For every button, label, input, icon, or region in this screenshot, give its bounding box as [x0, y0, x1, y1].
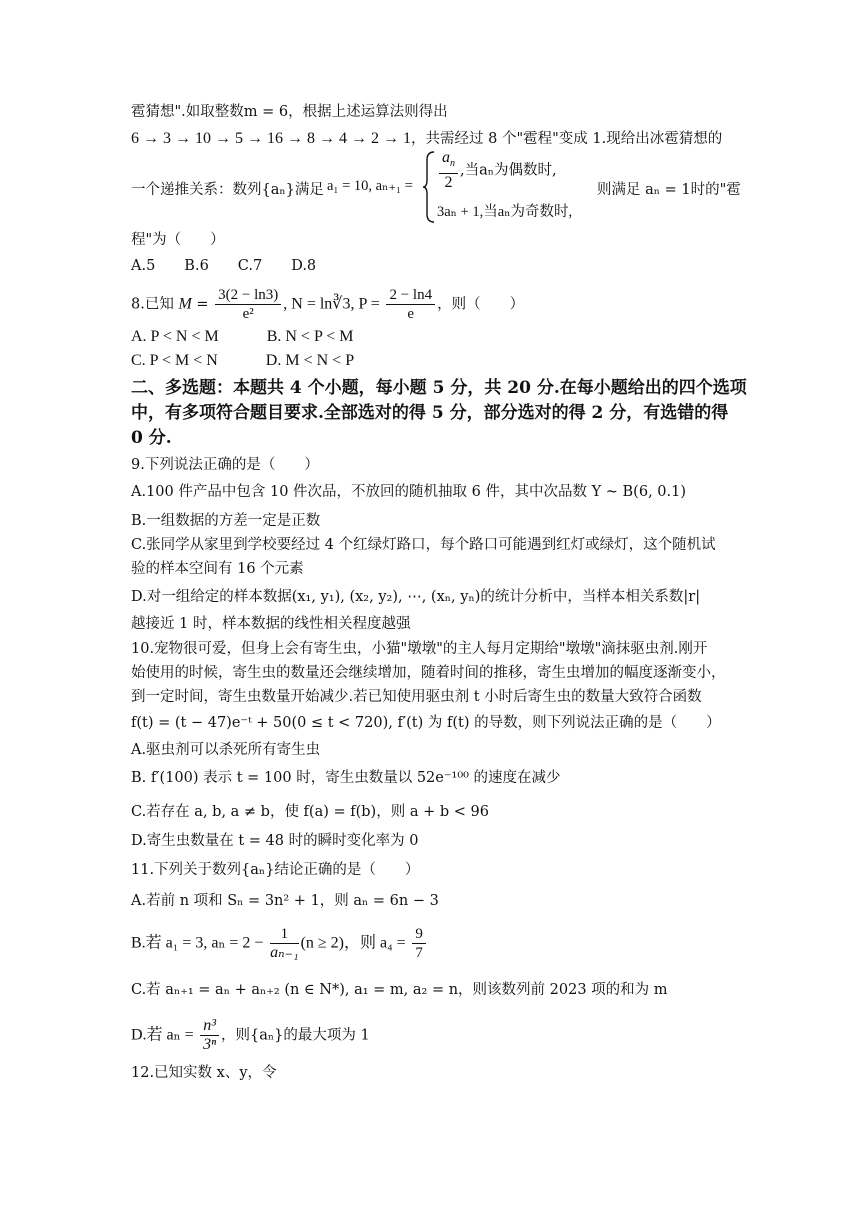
section-heading: 二、多选题：本题共 4 个小题，每小题 5 分，共 20 分.在每小题给出的四个选项	[131, 378, 747, 398]
recurrence-condition: a₁ = 10, aₙ₊₁ =	[327, 178, 413, 194]
section-heading: 0 分.	[131, 428, 172, 448]
option-11d: D.若 aₙ = $\frac{\text{n³}}{\text{3ⁿ}}$ ，则{aₙ}的最大项为 1	[131, 1017, 370, 1053]
option-9b: B.一组数据的方差一定是正数	[131, 513, 321, 529]
question-8: 8.已知 M = $\frac{3(2 - \ln 3)}{\text{e²}}$ , N = ln∛3, P = $\frac{2 - \ln 4}{e}$ ，则（ ）	[131, 287, 525, 322]
text-line	[131, 129, 722, 149]
question-10: 10.宠物很可爱，但身上会有寄生虫，小猫"墩墩"的主人每月定期给"墩墩"滴抹驱虫剂.刚开	[131, 641, 708, 657]
option-11a: A.若前 n 项和 Sₙ = 3n² + 1，则 aₙ = 6n − 3	[131, 893, 439, 909]
text-line: 雹猜想".如取整数m = 6，根据上述运算法则得出	[131, 104, 448, 120]
option-10b: B. f′(100) 表示 t = 100 时，寄生虫数量以 52e⁻¹⁰⁰ 的速度在减少	[131, 770, 561, 786]
text-fragment: 则满足 aₙ = 1时的"雹	[597, 182, 741, 198]
option-11c: C.若 aₙ₊₁ = aₙ + aₙ₊₂ (n ∈ N*), a₁ = m, a₂ = n，则该数列前 2023 项的和为 m	[131, 982, 668, 998]
question-7-options: A.5 B.6 C.7 D.8	[131, 258, 317, 274]
section-heading: 中，有多项符合题目要求.全部选对的得 5 分，部分选对的得 2 分，有选错的得	[131, 403, 729, 423]
option-9d: D.对一组给定的样本数据(x₁, y₁), (x₂, y₂), ⋯, (xₙ, yₙ)的统计分析中，当样本相关系数|r|	[131, 589, 701, 605]
text-fragment: 一个递推关系：数列{aₙ}满足	[131, 182, 324, 198]
question-9: 9.下列说法正确的是（ ）	[131, 457, 319, 473]
question-10-cont: 到一定时间，寄生虫数量开始减少.若已知使用驱虫剂 t 小时后寄生虫的数量大致符合函数	[131, 689, 702, 705]
case-even: $\frac{a_n}{2}$ ,当aₙ为偶数时,	[437, 149, 557, 192]
brace-icon	[422, 150, 436, 224]
text-fragment: ，共需经过 8 个"雹程"变成 1.现给出冰雹猜想的	[411, 131, 723, 147]
option-10c: C.若存在 a, b, a ≠ b，使 f(a) = f(b)，则 a + b < 96	[131, 804, 489, 820]
question-8-options-cd: C. P < M < N D. M < N < P	[131, 352, 355, 369]
option-10a: A.驱虫剂可以杀死所有寄生虫	[131, 742, 321, 758]
option-9d-cont: 越接近 1 时，样本数据的线性相关程度越强	[131, 616, 411, 632]
option-9c: C.张同学从家里到学校要经过 4 个红绿灯路口，每个路口可能遇到红灯或绿灯，这个随机试	[131, 537, 716, 553]
option-10d: D.寄生虫数量在 t = 48 时的瞬时变化率为 0	[131, 833, 419, 849]
option-11b: B.若 a₁ = 3, aₙ = 2 − $\frac{1}{\text{aₙ₋₁}}$ (n ≥ 2)，则 a₄ = $\frac{9}{7}$	[131, 925, 428, 962]
option-9c-cont: 验的样本空间有 16 个元素	[131, 561, 304, 577]
option-9a: A.100 件产品中包含 10 件次品，不放回的随机抽取 6 件，其中次品数 Y ~ B(6, 0.1)	[131, 484, 686, 500]
text-line: 程"为（ ）	[131, 232, 225, 248]
case-odd: 3aₙ + 1,当aₙ为奇数时,	[437, 204, 573, 220]
question-10-function: f(t) = (t − 47)e⁻ᵗ + 50(0 ≤ t < 720), f′(t) 为 f(t) 的导数，则下列说法正确的是（ ）	[131, 715, 721, 731]
question-11: 11.下列关于数列{aₙ}结论正确的是（ ）	[131, 862, 420, 878]
question-12: 12.已知实数 x、y，令	[131, 1065, 277, 1081]
question-10-cont: 始使用的时候，寄生虫的数量还会继续增加，随着时间的推移，寄生虫增加的幅度逐渐变小，	[131, 665, 726, 681]
question-8-options-ab: A. P < N < M B. N < P < M	[131, 328, 354, 345]
hailstone-sequence: 6 → 3 → 10 → 5 → 16 → 8 → 4 → 2 → 1	[131, 130, 411, 147]
